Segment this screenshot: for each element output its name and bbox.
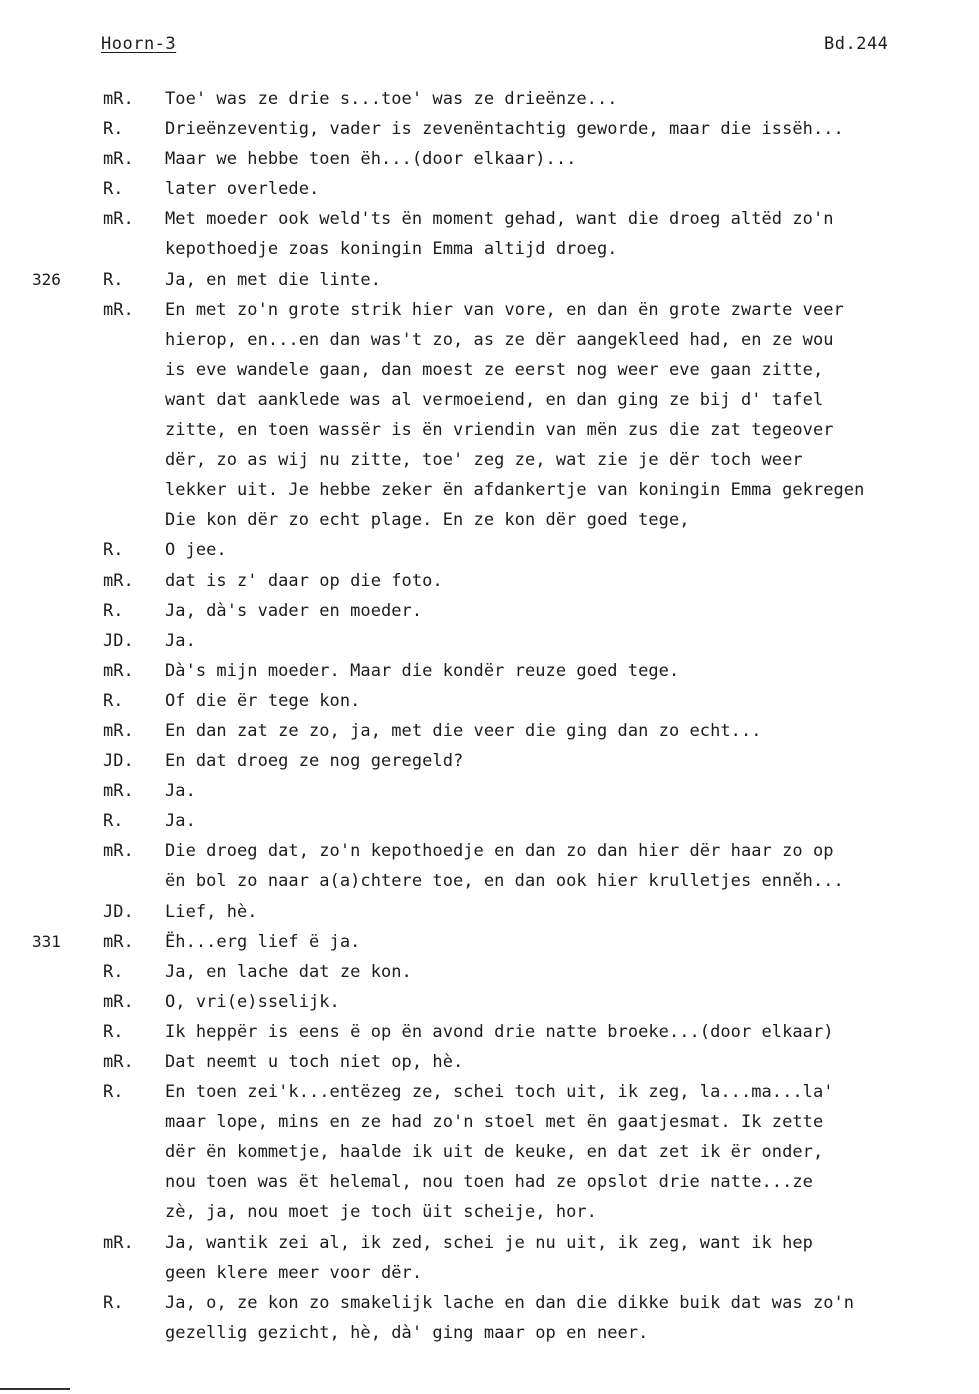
utterance-text: Ja, en lache dat ze kon. — [165, 961, 412, 982]
transcript-line — [0, 927, 979, 957]
transcript-line — [0, 325, 979, 355]
speaker-label: mR. — [103, 720, 134, 741]
speaker-label: mR. — [103, 931, 134, 952]
utterance-text: nou toen was ët helemal, nou toen had ze opslot drie natte...ze — [165, 1172, 813, 1193]
utterance-text: Maar we hebbe toen ëh...(door elkaar)... — [165, 149, 577, 170]
transcript-line — [0, 716, 979, 746]
speaker-label: R. — [103, 600, 124, 621]
transcript-line — [0, 84, 979, 114]
speaker-label: R. — [103, 1082, 124, 1103]
transcript-line — [0, 776, 979, 806]
speaker-label: R. — [103, 269, 124, 290]
utterance-text: Drieënzeventig, vader is zevenëntachtig geworde, maar die issëh... — [165, 119, 844, 140]
utterance-text: later overlede. — [165, 179, 320, 200]
transcript-line — [0, 897, 979, 927]
margin-line-number: 331 — [32, 931, 61, 951]
transcript-line — [0, 295, 979, 325]
utterance-text: kepothoedje zoas koningin Emma altijd droeg. — [165, 239, 618, 260]
transcript-line — [0, 596, 979, 626]
utterance-text: En met zo'n grote strik hier van vore, en dan ën grote zwarte veer — [165, 299, 844, 320]
transcript-line — [0, 475, 979, 505]
speaker-label: mR. — [103, 149, 134, 170]
utterance-text: maar lope, mins en ze had zo'n stoel met ën gaatjesmat. Ik zette — [165, 1112, 824, 1133]
transcript-line — [0, 1137, 979, 1167]
speaker-label: R. — [103, 179, 124, 200]
speaker-label: R. — [103, 1292, 124, 1313]
utterance-text: Dà's mijn moeder. Maar die kondër reuze goed tege. — [165, 660, 680, 681]
speaker-label: R. — [103, 811, 124, 832]
transcript-line — [0, 836, 979, 866]
speaker-label: R. — [103, 961, 124, 982]
document-title: Hoorn-3 — [101, 34, 177, 54]
utterance-text: En toen zei'k...entëzeg ze, schei toch uit, ik zeg, la...ma...la' — [165, 1082, 834, 1103]
utterance-text: Ëh...erg lief ë ja. — [165, 931, 361, 952]
utterance-text: En dat droeg ze nog geregeld? — [165, 751, 464, 772]
utterance-text: En dan zat ze zo, ja, met die veer die ging dan zo echt... — [165, 720, 762, 741]
speaker-label: mR. — [103, 570, 134, 591]
transcript-line — [0, 987, 979, 1017]
transcript-line — [0, 686, 979, 716]
utterance-text: want dat aanklede was al vermoeiend, en dan ging ze bij d' tafel — [165, 389, 824, 410]
transcript-line — [0, 1017, 979, 1047]
utterance-text: Die droeg dat, zo'n kepothoedje en dan zo dan hier dër haar zo op — [165, 841, 834, 862]
utterance-text: Dat neemt u toch niet op, hè. — [165, 1052, 464, 1072]
transcript-line — [0, 535, 979, 565]
speaker-label: JD. — [103, 901, 134, 922]
utterance-text: Ja, o, ze kon zo smakelijk lache en dan die dikke buik dat was zo'n — [165, 1292, 855, 1313]
speaker-label: mR. — [103, 841, 134, 862]
utterance-text: Toe' was ze drie s...toe' was ze drieënze... — [165, 89, 618, 109]
speaker-label: mR. — [103, 1232, 134, 1253]
transcript-line — [0, 174, 979, 204]
speaker-label: mR. — [103, 209, 134, 230]
transcript-line — [0, 114, 979, 144]
utterance-text: dër ën kommetje, haalde ik uit de keuke, en dat zet ik ër onder, — [165, 1142, 824, 1163]
transcript-line — [0, 626, 979, 656]
utterance-text: zitte, en toen wassër is ën vriendin van mën zus die zat tegeover — [165, 420, 834, 441]
utterance-text: gezellig gezicht, hè, dà' ging maar op en neer. — [165, 1322, 649, 1343]
margin-line-number: 326 — [32, 269, 61, 289]
transcript-line — [0, 1167, 979, 1197]
transcript-line — [0, 656, 979, 686]
speaker-label: mR. — [103, 781, 134, 802]
speaker-label: R. — [103, 1021, 124, 1042]
utterance-text: Lief, hè. — [165, 901, 258, 922]
utterance-text: O, vri(e)sselijk. — [165, 991, 340, 1012]
utterance-text: Ja. — [165, 811, 196, 832]
transcript-lines — [0, 84, 979, 1348]
transcript-line — [0, 866, 979, 896]
utterance-text: zè, ja, nou moet je toch üit scheije, hor. — [165, 1202, 597, 1223]
utterance-text: dër, zo as wij nu zitte, toe' zeg ze, wat zie je dër toch weer — [165, 450, 803, 471]
utterance-text: Die kon dër zo echt plage. En ze kon dër goed tege, — [165, 510, 690, 531]
utterance-text: O jee. — [165, 540, 227, 561]
speaker-label: R. — [103, 540, 124, 561]
utterance-text: Ja. — [165, 781, 196, 802]
speaker-label: JD. — [103, 630, 134, 651]
speaker-label: mR. — [103, 299, 134, 320]
utterance-text: Ja, wantik zei al, ik zed, schei je nu uit, ik zeg, want ik hep — [165, 1232, 813, 1253]
transcript-line — [0, 1197, 979, 1227]
transcript-line — [0, 1047, 979, 1077]
utterance-text: geen klere meer voor dër. — [165, 1262, 423, 1283]
transcript-line — [0, 957, 979, 987]
utterance-text: ën bol zo naar a(a)chtere toe, en dan ook hier krulletjes enněh... — [165, 871, 844, 892]
transcript-line — [0, 385, 979, 415]
transcript-line — [0, 204, 979, 234]
speaker-label: mR. — [103, 89, 134, 109]
transcript-line — [0, 1107, 979, 1137]
page-reference: Bd.244 — [824, 34, 889, 54]
utterance-text: lekker uit. Je hebbe zeker ën afdankertje van koningin Emma gekregen — [165, 480, 865, 501]
footer-rule — [0, 1388, 70, 1390]
transcript-line — [0, 445, 979, 475]
utterance-text: is eve wandele gaan, dan moest ze eerst nog weer eve gaan zitte, — [165, 359, 824, 380]
transcript-line — [0, 806, 979, 836]
speaker-label: JD. — [103, 751, 134, 772]
transcript-line — [0, 144, 979, 174]
utterance-text: Ja. — [165, 630, 196, 651]
transcript-line — [0, 1288, 979, 1318]
speaker-label: mR. — [103, 1052, 134, 1072]
utterance-text: Ja, dà's vader en moeder. — [165, 600, 423, 621]
speaker-label: mR. — [103, 660, 134, 681]
utterance-text: Met moeder ook weld'ts ën moment gehad, want die droeg altëd zo'n — [165, 209, 834, 230]
transcript-line — [0, 415, 979, 445]
transcript-line — [0, 265, 979, 295]
utterance-text: Of die ër tege kon. — [165, 690, 361, 711]
utterance-text: Ik heppër is eens ë op ën avond drie natte broeke...(door elkaar) — [165, 1021, 834, 1042]
transcript-line — [0, 1228, 979, 1258]
transcript-line — [0, 746, 979, 776]
transcript-line — [0, 566, 979, 596]
utterance-text: hierop, en...en dan was't zo, as ze dër aangekleed had, en ze wou — [165, 329, 834, 350]
transcript-line — [0, 355, 979, 385]
utterance-text: dat is z' daar op die foto. — [165, 570, 443, 591]
speaker-label: R. — [103, 690, 124, 711]
transcript-line — [0, 505, 979, 535]
speaker-label: R. — [103, 119, 124, 140]
transcript-line — [0, 1318, 979, 1348]
transcript-line — [0, 1077, 979, 1107]
transcript-line — [0, 234, 979, 264]
utterance-text: Ja, en met die linte. — [165, 269, 381, 290]
transcript-line — [0, 1258, 979, 1288]
speaker-label: mR. — [103, 991, 134, 1012]
